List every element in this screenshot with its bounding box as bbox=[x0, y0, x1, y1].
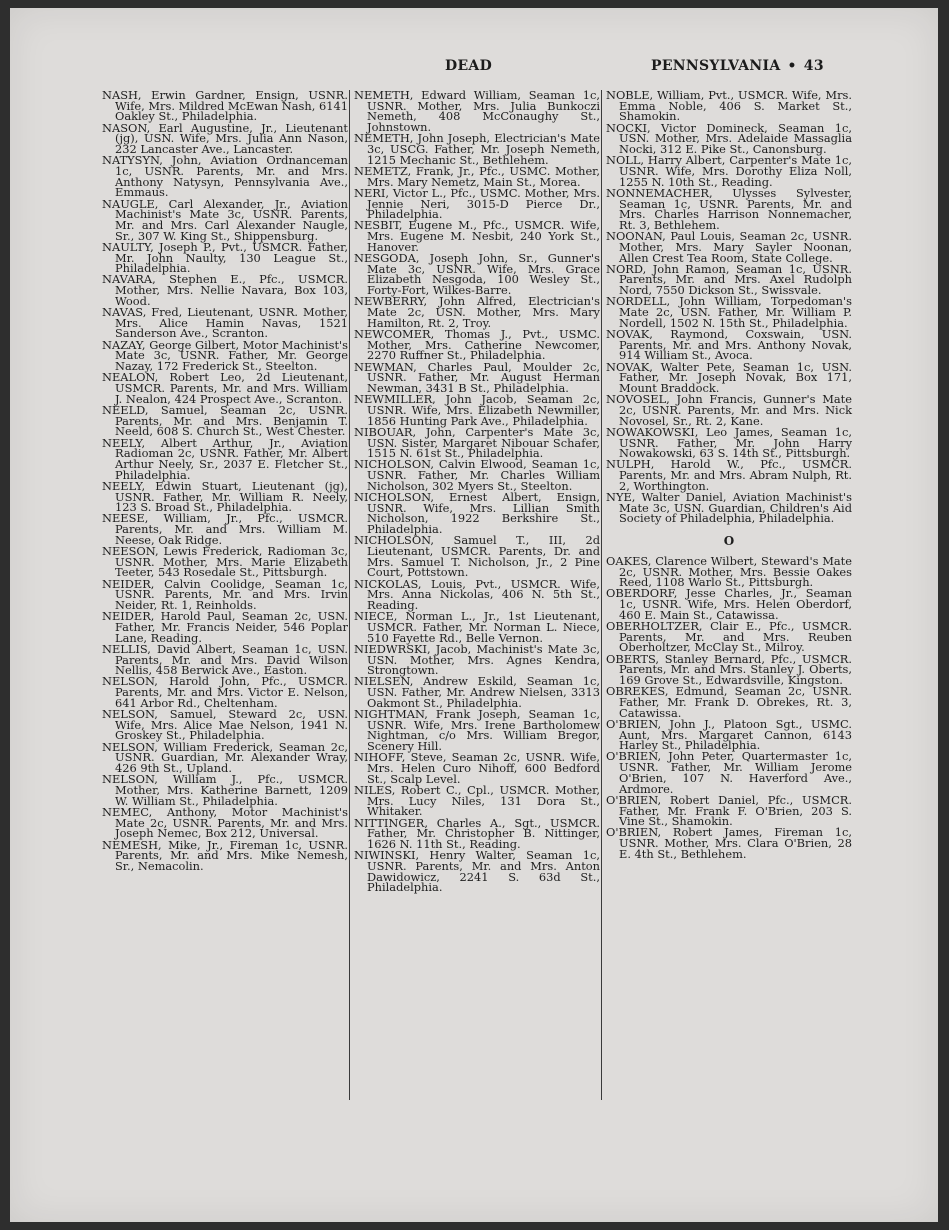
casualty-entry: NELSON, Harold John, Pfc., USMCR. Parents, Mr. and Mrs. Victor E. Nelson, 641 Arbor Rd., Cheltenham. bbox=[102, 674, 348, 710]
casualty-entry: NELSON, William J., Pfc., USMCR. Mother, Mrs. Katherine Barnett, 1209 W. William St., Philadelphia. bbox=[102, 772, 348, 808]
casualty-entry: NICHOLSON, Ernest Albert, Ensign, USNR. Wife, Mrs. Lillian Smith Nicholson, 1922 Berkshire St., Philadelphia. bbox=[354, 490, 600, 537]
casualty-entry: NYE, Walter Daniel, Aviation Machinist's Mate 3c, USN. Guardian, Children's Aid Society of Philadelphia, Philadelphia. bbox=[606, 490, 852, 526]
casualty-entry: O'BRIEN, Robert James, Fireman 1c, USNR. Mother, Mrs. Clara O'Brien, 28 E. 4th St., Bethlehem. bbox=[606, 825, 852, 861]
document-page bbox=[10, 8, 938, 1222]
casualty-entry: OBERDORF, Jesse Charles, Jr., Seaman 1c, USNR. Wife, Mrs. Helen Oberdorf, 460 E. Main St., Catawissa. bbox=[606, 586, 852, 622]
casualty-entry: NEMESH, Mike, Jr., Fireman 1c, USNR. Parents, Mr. and Mrs. Mike Nemesh, Sr., Nemacolin. bbox=[102, 837, 348, 873]
casualty-entry: NAVARA, Stephen E., Pfc., USMCR. Mother, Mrs. Nellie Navara, Box 103, Wood. bbox=[102, 272, 348, 308]
casualty-entry: NASH, Erwin Gardner, Ensign, USNR. Wife, Mrs. Mildred McEwan Nash, 6141 Oakley St., Philadelphia. bbox=[102, 88, 348, 124]
casualty-entry: NELSON, Samuel, Steward 2c, USN. Wife, Mrs. Alice Mae Nelson, 1941 N. Groskey St., Philadelphia. bbox=[102, 707, 348, 743]
casualty-entry: NEELD, Samuel, Seaman 2c, USNR. Parents, Mr. and Mrs. Benjamin T. Neeld, 608 S. Church St., West Chester. bbox=[102, 402, 348, 439]
casualty-entry: NEMEC, Anthony, Motor Machinist's Mate 2c, USNR. Parents, Mr. and Mrs. Joseph Nemec, Box 212, Universal. bbox=[102, 804, 348, 841]
casualty-entry: NOLL, Harry Albert, Carpenter's Mate 1c, USNR. Wife, Mrs. Dorothy Eliza Noll, 1255 N. 10th St., Reading. bbox=[606, 153, 852, 189]
casualty-entry: NEMETH, Edward William, Seaman 1c, USNR. Mother, Mrs. Julia Bunkoczi Nemeth, 408 McConaughy St., Johnstown. bbox=[354, 88, 600, 135]
bullet: • bbox=[787, 58, 797, 74]
casualty-entry: NAZAY, George Gilbert, Motor Machinist's Mate 3c, USNR. Father, Mr. George Nazay, 172 Frederick St., Steelton. bbox=[102, 337, 348, 374]
casualty-entry: NICHOLSON, Samuel T., III, 2d Lieutenant, USMCR. Parents, Dr. and Mrs. Samuel T. Nicholson, Jr., 2 Pine Court, Pottstown. bbox=[354, 533, 600, 580]
section-letter: O bbox=[723, 534, 735, 549]
casualty-entry: O'BRIEN, John J., Platoon Sgt., USMC. Aunt, Mrs. Margaret Cannon, 6143 Harley St., Philadelphia. bbox=[606, 716, 852, 753]
casualty-entry: NOVAK, Raymond, Coxswain, USN. Parents, Mr. and Mrs. Anthony Novak, 914 William St., Avoca. bbox=[606, 326, 852, 363]
casualty-entry: O'BRIEN, Robert Daniel, Pfc., USMCR. Father, Mr. Frank F. O'Brien, 203 S. Vine St., Shamokin. bbox=[606, 792, 852, 829]
casualty-entry: NORDELL, John William, Torpedoman's Mate 2c, USN. Father, Mr. William P. Nordell, 1502 N. 15th St., Philadelphia. bbox=[606, 294, 852, 330]
casualty-entry: NEESE, William, Jr., Pfc., USMCR. Parents, Mr. and Mrs. William M. Neese, Oak Ridge. bbox=[102, 511, 348, 547]
casualty-entry: NEIDER, Calvin Coolidge, Seaman 1c, USNR. Parents, Mr. and Mrs. Irvin Neider, Rt. 1, Reinholds. bbox=[102, 576, 348, 613]
casualty-entry: NEELY, Edwin Stuart, Lieutenant (jg), USNR. Father, Mr. William R. Neely, 123 S. Broad St., Philadelphia. bbox=[102, 478, 348, 515]
casualty-entry: NERI, Victor L., Pfc., USMC. Mother, Mrs. Jennie Neri, 3015-D Pierce Dr., Philadelphia. bbox=[354, 185, 600, 222]
casualty-entry: NULPH, Harold W., Pfc., USMCR. Parents, Mr. and Mrs. Abram Nulph, Rt. 2, Worthington. bbox=[606, 457, 852, 493]
casualty-entry: NOBLE, William, Pvt., USMCR. Wife, Mrs. Emma Noble, 406 S. Market St., Shamokin. bbox=[606, 88, 852, 124]
column-3-o-entries bbox=[606, 553, 852, 861]
casualty-entry: NOWAKOWSKI, Leo James, Seaman 1c, USNR. Father, Mr. John Harry Nowakowski, 63 S. 14th St., Pittsburgh. bbox=[606, 424, 852, 461]
casualty-entry: NEALON, Robert Leo, 2d Lieutenant, USMCR. Parents, Mr. and Mrs. William J. Nealon, 424 Prospect Ave., Scranton. bbox=[102, 370, 348, 406]
column-divider-1 bbox=[349, 90, 350, 1100]
casualty-entry: NIHOFF, Steve, Seaman 2c, USNR. Wife, Mrs. Helen Curo Nihoff, 600 Bedford St., Scalp Level. bbox=[354, 750, 600, 786]
running-header-title: DEAD bbox=[445, 58, 493, 74]
casualty-entry: NEWBERRY, John Alfred, Electrician's Mate 2c, USN. Mother, Mrs. Mary Hamilton, Rt. 2, Troy. bbox=[354, 294, 600, 330]
casualty-entry: NORD, John Ramon, Seaman 1c, USNR. Parents, Mr. and Mrs. Axel Rudolph Nord, 7550 Dickson St., Swissvale. bbox=[606, 261, 852, 298]
casualty-entry: NAUGLE, Carl Alexander, Jr., Aviation Machinist's Mate 3c, USNR. Parents, Mr. and Mrs. Carl Alexander Naugle, Sr., 307 W. King St., Shippensburg. bbox=[102, 196, 348, 243]
casualty-entry: NEESON, Lewis Frederick, Radioman 3c, USNR. Mother, Mrs. Marie Elizabeth Teeter, 543 Rosedale St., Pittsburgh. bbox=[102, 544, 348, 580]
casualty-entry: NATYSYN, John, Aviation Ordnanceman 1c, USNR. Parents, Mr. and Mrs. Anthony Natysyn, Pennsylvania Ave., Emmaus. bbox=[102, 153, 348, 200]
column-3 bbox=[606, 90, 852, 860]
state-name: PENNSYLVANIA bbox=[651, 58, 781, 74]
casualty-entry: NEELY, Albert Arthur, Jr., Aviation Radioman 2c, USNR. Father, Mr. Albert Arthur Neely, Sr., 2037 E. Fletcher St., Philadelphia. bbox=[102, 435, 348, 482]
casualty-entry: NESBIT, Eugene M., Pfc., USMCR. Wife, Mrs. Eugene M. Nesbit, 240 York St., Hanover. bbox=[354, 218, 600, 254]
casualty-entry: OBERHOLTZER, Clair E., Pfc., USMCR. Parents, Mr. and Mrs. Reuben Oberholtzer, McClay St., Milroy. bbox=[606, 619, 852, 655]
casualty-entry: O'BRIEN, John Peter, Quartermaster 1c, USNR. Father, Mr. William Jerome O'Brien, 107 N. Haverford Ave., Ardmore. bbox=[606, 749, 852, 796]
casualty-entry: NIEDWRSKI, Jacob, Machinist's Mate 3c, USN. Mother, Mrs. Agnes Kendra, Strongtown. bbox=[354, 641, 600, 678]
casualty-entry: NIECE, Norman L., Jr., 1st Lieutenant, USMCR. Father, Mr. Norman L. Niece, 510 Fayette Rd., Belle Vernon. bbox=[354, 609, 600, 645]
casualty-entry: NEIDER, Harold Paul, Seaman 2c, USN. Father, Mr. Francis Neider, 546 Poplar Lane, Reading. bbox=[102, 609, 348, 645]
casualty-entry: NOONAN, Paul Louis, Seaman 2c, USNR. Mother, Mrs. Mary Sayler Noonan, Allen Crest Tea Room, State College. bbox=[606, 229, 852, 265]
casualty-entry: NOCKI, Victor Domineck, Seaman 1c, USN. Mother, Mrs. Adelaide Massaglia Nocki, 312 E. Pike St., Canonsburg. bbox=[606, 120, 852, 157]
casualty-entry: OBERTS, Stanley Bernard, Pfc., USMCR. Parents, Mr. and Mrs. Stanley J. Oberts, 169 Grove St., Edwardsville, Kingston. bbox=[606, 651, 852, 688]
casualty-entry: NAULTY, Joseph P., Pvt., USMCR. Father, Mr. John Naulty, 130 League St., Philadelphia. bbox=[102, 239, 348, 276]
casualty-entry: OAKES, Clarence Wilbert, Steward's Mate 2c, USNR. Mother, Mrs. Bessie Oakes Reed, 1108 Warlo St., Pittsburgh. bbox=[606, 553, 852, 590]
casualty-entry: NEWMAN, Charles Paul, Moulder 2c, USNR. Father, Mr. August Herman Newman, 3431 B St., Philadelphia. bbox=[354, 359, 600, 395]
casualty-entry: NEMETZ, Frank, Jr., Pfc., USMC. Mother, Mrs. Mary Nemetz, Main St., Morea. bbox=[354, 163, 600, 189]
casualty-entry: NONNEMACHER, Ulysses Sylvester, Seaman 1c, USNR. Parents, Mr. and Mrs. Charles Harrison Nonnemacher, Rt. 3, Bethlehem. bbox=[606, 185, 852, 232]
casualty-entry: NEMETH, John Joseph, Electrician's Mate 3c, USCG. Father, Mr. Joseph Nemeth, 1215 Mechanic St., Bethlehem. bbox=[354, 131, 600, 167]
casualty-entry: NELLIS, David Albert, Seaman 1c, USN. Parents, Mr. and Mrs. David Wilson Nellis, 458 Berwick Ave., Easton. bbox=[102, 641, 348, 678]
casualty-entry: NIWINSKI, Henry Walter, Seaman 1c, USNR. Parents, Mr. and Mrs. Anton Dawidowicz, 2241 S. 63d St., Philadelphia. bbox=[354, 848, 600, 895]
casualty-entry: NESGODA, Joseph John, Sr., Gunner's Mate 3c, USNR. Wife, Mrs. Grace Elizabeth Nesgoda, 100 Wesley St., Forty-Fort, Wilkes-Barre. bbox=[354, 251, 600, 298]
casualty-entry: NIGHTMAN, Frank Joseph, Seaman 1c, USNR. Wife, Mrs. Irene Bartholomew Nightman, c/o Mrs. William Bregor, Scenery Hill. bbox=[354, 707, 600, 754]
running-header-state bbox=[651, 58, 824, 74]
casualty-entry: NIELSEN, Andrew Eskild, Seaman 1c, USN. Father, Mr. Andrew Nielsen, 3313 Oakmont St., Philadelphia. bbox=[354, 674, 600, 710]
casualty-entry: NEWCOMER, Thomas J., Pvt., USMC. Mother, Mrs. Catherine Newcomer, 2270 Ruffner St., Philadelphia. bbox=[354, 326, 600, 363]
casualty-entry: NIBOUAR, John, Carpenter's Mate 3c, USN. Sister, Margaret Nibouar Schafer, 1515 N. 61st St., Philadelphia. bbox=[354, 424, 600, 461]
casualty-entry: NOVAK, Walter Pete, Seaman 1c, USN. Father, Mr. Joseph Novak, Box 171, Mount Braddock. bbox=[606, 359, 852, 395]
casualty-entry: NILES, Robert C., Cpl., USMCR. Mother, Mrs. Lucy Niles, 131 Dora St., Whitaker. bbox=[354, 783, 600, 819]
casualty-entry: NICHOLSON, Calvin Elwood, Seaman 1c, USNR. Father, Mr. Charles William Nicholson, 302 Myers St., Steelton. bbox=[354, 457, 600, 493]
casualty-entry: OBREKES, Edmund, Seaman 2c, USNR. Father, Mr. Frank D. Obrekes, Rt. 3, Catawissa. bbox=[606, 684, 852, 720]
casualty-entry: NICKOLAS, Louis, Pvt., USMCR. Wife, Mrs. Anna Nickolas, 406 N. 5th St., Reading. bbox=[354, 576, 600, 613]
casualty-entry: NOVOSEL, John Francis, Gunner's Mate 2c, USNR. Parents, Mr. and Mrs. Nick Novosel, Sr., Rt. 2, Kane. bbox=[606, 392, 852, 428]
column-1 bbox=[102, 90, 348, 872]
casualty-entry: NEWMILLER, John Jacob, Seaman 2c, USNR. Wife, Mrs. Elizabeth Newmiller, 1856 Hunting Park Ave., Philadelphia. bbox=[354, 392, 600, 428]
casualty-entry: NITTINGER, Charles A., Sgt., USMCR. Father, Mr. Christopher B. Nittinger, 1626 N. 11th St., Reading. bbox=[354, 815, 600, 852]
page-number: 43 bbox=[803, 58, 824, 74]
casualty-entry: NAVAS, Fred, Lieutenant, USNR. Mother, Mrs. Alice Hamin Navas, 1521 Sanderson Ave., Scranton. bbox=[102, 305, 348, 341]
column-2 bbox=[354, 90, 600, 894]
column-3-n-entries bbox=[606, 90, 852, 524]
casualty-entry: NASON, Earl Augustine, Jr., Lieutenant (jg), USN. Wife, Mrs. Julia Ann Nason, 232 Lancaster Ave., Lancaster. bbox=[102, 120, 348, 157]
column-divider-2 bbox=[601, 90, 602, 1100]
casualty-entry: NELSON, William Frederick, Seaman 2c, USNR. Guardian, Mr. Alexander Wray, 426 9th St., Upland. bbox=[102, 739, 348, 776]
